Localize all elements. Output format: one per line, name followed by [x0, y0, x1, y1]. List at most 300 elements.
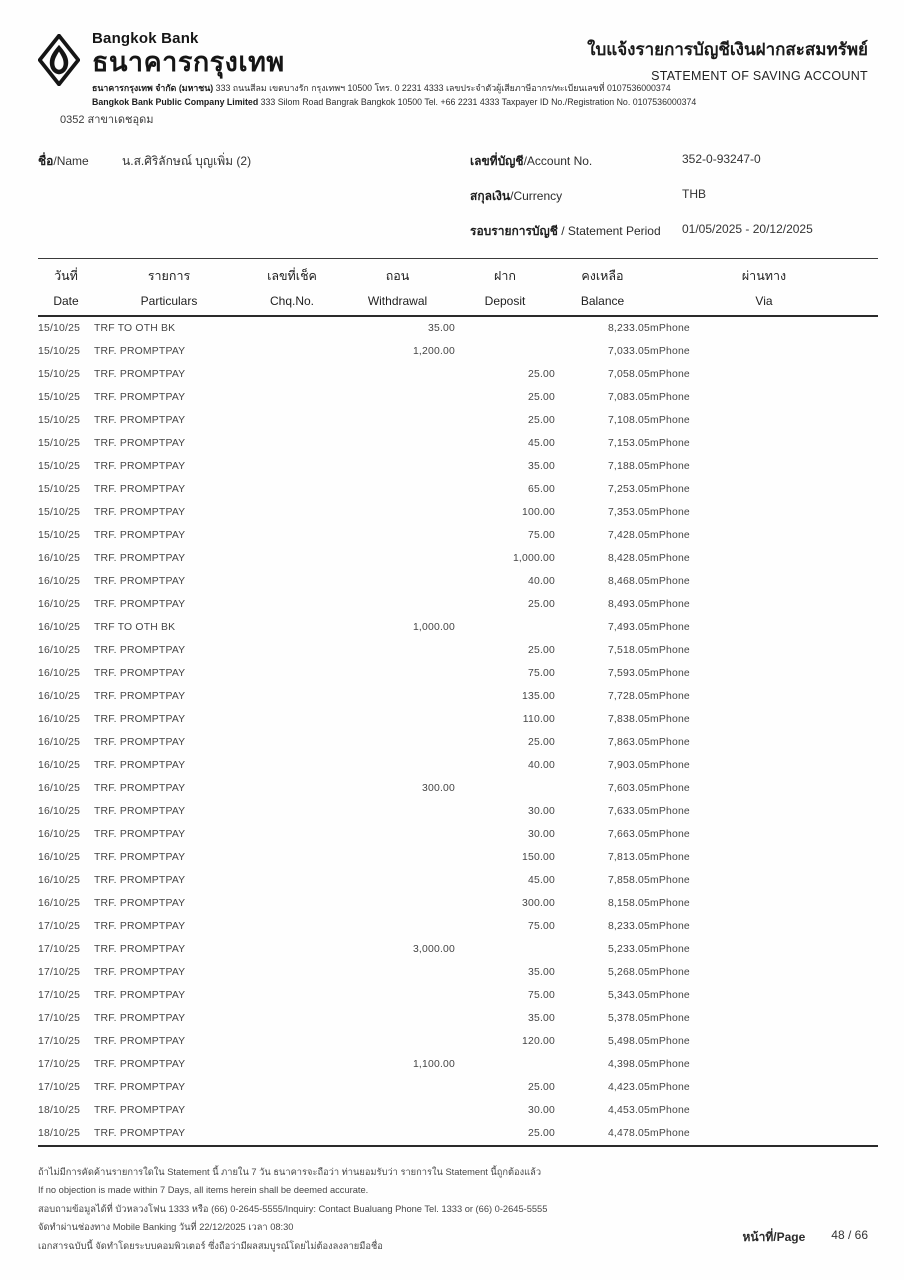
cell-deposit [455, 616, 555, 639]
cell-particulars: TRF. PROMPTPAY [94, 875, 186, 886]
column-header-particulars-th: รายการ [147, 269, 191, 283]
cell-particulars: TRF. PROMPTPAY [94, 530, 186, 541]
table-row [38, 547, 878, 570]
cell-withdrawal [340, 708, 455, 731]
cell-date: 17/10/25 [38, 1059, 81, 1070]
cell-balance: 5,498.05 [607, 1036, 650, 1047]
cell-chq-no [244, 846, 340, 869]
cell-withdrawal: 1,000.00 [412, 622, 455, 633]
cell-withdrawal [340, 685, 455, 708]
cell-withdrawal [340, 662, 455, 685]
bangkok-bank-lotus-logo-icon [38, 30, 82, 109]
cell-chq-no [244, 754, 340, 777]
cell-particulars: TRF. PROMPTPAY [94, 944, 186, 955]
cell-balance: 8,233.05 [607, 921, 650, 932]
cell-withdrawal [340, 1076, 455, 1099]
cell-particulars: TRF. PROMPTPAY [94, 484, 186, 495]
table-row [38, 938, 878, 961]
cell-particulars: TRF. PROMPTPAY [94, 415, 186, 426]
transactions-table [38, 258, 878, 1147]
cell-balance: 4,423.05 [607, 1082, 650, 1093]
column-header-via-th: ผ่านทาง [741, 269, 787, 283]
cell-date: 18/10/25 [38, 1128, 81, 1139]
cell-particulars: TRF. PROMPTPAY [94, 898, 186, 909]
cell-chq-no [244, 639, 340, 662]
cell-balance: 4,478.05 [607, 1128, 650, 1139]
name-label-en: /Name [53, 154, 89, 168]
cell-balance: 7,153.05 [607, 438, 650, 449]
cell-date: 15/10/25 [38, 346, 81, 357]
cell-balance: 7,863.05 [607, 737, 650, 748]
table-row [38, 432, 878, 455]
cell-balance: 5,343.05 [607, 990, 650, 1001]
cell-via: mPhone [650, 875, 690, 886]
cell-particulars: TRF. PROMPTPAY [94, 921, 186, 932]
account-number-value: 352-0-93247-0 [682, 152, 761, 166]
bank-name-en: Bangkok Bank [92, 30, 199, 47]
table-row [38, 1030, 878, 1053]
table-row [38, 616, 878, 639]
cell-via: mPhone [650, 1059, 690, 1070]
cell-chq-no [244, 432, 340, 455]
cell-chq-no [244, 524, 340, 547]
cell-via: mPhone [650, 1105, 690, 1116]
cell-via: mPhone [650, 990, 690, 1001]
cell-chq-no [244, 823, 340, 846]
cell-withdrawal: 300.00 [422, 783, 455, 794]
cell-date: 17/10/25 [38, 990, 81, 1001]
cell-deposit: 25.00 [527, 392, 555, 403]
column-header-date-en: Date [53, 294, 79, 308]
column-header-deposit-en: Deposit [484, 294, 526, 308]
cell-date: 15/10/25 [38, 530, 81, 541]
cell-via: mPhone [650, 369, 690, 380]
cell-chq-no [244, 662, 340, 685]
cell-via: mPhone [650, 944, 690, 955]
page-number [743, 1228, 868, 1247]
cell-via: mPhone [650, 760, 690, 771]
cell-deposit: 100.00 [522, 507, 555, 518]
cell-deposit: 35.00 [527, 461, 555, 472]
cell-via: mPhone [650, 461, 690, 472]
cell-chq-no [244, 915, 340, 938]
cell-date: 17/10/25 [38, 1082, 81, 1093]
cell-withdrawal [340, 547, 455, 570]
cell-chq-no [244, 1007, 340, 1030]
cell-date: 17/10/25 [38, 967, 81, 978]
bank-address-th [92, 82, 696, 95]
table-row [38, 800, 878, 823]
cell-balance: 8,493.05 [607, 599, 650, 610]
table-row [38, 1053, 878, 1076]
document-title-en: STATEMENT OF SAVING ACCOUNT [651, 69, 868, 83]
cell-date: 16/10/25 [38, 783, 81, 794]
cell-via: mPhone [650, 714, 690, 725]
cell-chq-no [244, 1122, 340, 1146]
cell-balance: 8,428.05 [607, 553, 650, 564]
cell-particulars: TRF. PROMPTPAY [94, 852, 186, 863]
cell-balance: 5,233.05 [607, 944, 650, 955]
statement-period-row [470, 222, 813, 241]
footer-notes [38, 1163, 547, 1255]
table-row [38, 708, 878, 731]
cell-particulars: TRF. PROMPTPAY [94, 1128, 186, 1139]
cell-balance: 4,453.05 [607, 1105, 650, 1116]
cell-via: mPhone [650, 783, 690, 794]
cell-particulars: TRF. PROMPTPAY [94, 1013, 186, 1024]
cell-balance: 7,838.05 [607, 714, 650, 725]
cell-particulars: TRF. PROMPTPAY [94, 806, 186, 817]
cell-via: mPhone [650, 392, 690, 403]
cell-deposit: 40.00 [527, 576, 555, 587]
cell-deposit: 135.00 [522, 691, 555, 702]
cell-via: mPhone [650, 622, 690, 633]
cell-chq-no [244, 409, 340, 432]
currency-label [470, 187, 682, 206]
cell-deposit: 30.00 [527, 829, 555, 840]
table-row [38, 570, 878, 593]
cell-date: 15/10/25 [38, 392, 81, 403]
table-row [38, 1076, 878, 1099]
cell-balance: 7,108.05 [607, 415, 650, 426]
cell-deposit: 150.00 [522, 852, 555, 863]
currency-label-en: /Currency [510, 189, 563, 203]
currency-value: THB [682, 187, 706, 201]
column-header-date [38, 259, 94, 317]
account-number-label [470, 152, 682, 171]
cell-particulars: TRF. PROMPTPAY [94, 714, 186, 725]
column-header-via [650, 259, 878, 317]
currency-label-th: สกุลเงิน [470, 189, 511, 203]
note-line: If no objection is made within 7 Days, all items herein shall be deemed accurate. [38, 1185, 369, 1196]
cell-date: 15/10/25 [38, 484, 81, 495]
cell-deposit: 75.00 [527, 990, 555, 1001]
cell-particulars: TRF. PROMPTPAY [94, 461, 186, 472]
cell-balance: 7,033.05 [607, 346, 650, 357]
bank-name-th: ธนาคารกรุงเทพ [92, 47, 285, 77]
cell-chq-no [244, 1053, 340, 1076]
cell-withdrawal [340, 731, 455, 754]
cell-via: mPhone [650, 415, 690, 426]
cell-particulars: TRF. PROMPTPAY [94, 829, 186, 840]
cell-via: mPhone [650, 1082, 690, 1093]
bank-address-th-bold: ธนาคารกรุงเทพ จำกัด (มหาชน) [92, 83, 214, 94]
table-row [38, 593, 878, 616]
column-header-withdrawal [340, 259, 455, 317]
cell-date: 16/10/25 [38, 875, 81, 886]
cell-chq-no [244, 1030, 340, 1053]
note-line: สอบถามข้อมูลได้ที่ บัวหลวงโฟน 1333 หรือ (66) 0-2645-5555/Inquiry: Contact Bualuang Phone Tel. 1333 or (66) 0-2645-5555 [38, 1203, 548, 1214]
cell-deposit: 25.00 [527, 369, 555, 380]
cell-deposit: 40.00 [527, 760, 555, 771]
cell-chq-no [244, 984, 340, 1007]
cell-chq-no [244, 685, 340, 708]
note-line: จัดทำผ่านช่องทาง Mobile Banking วันที่ 22/12/2025 เวลา 08:30 [38, 1222, 294, 1233]
cell-particulars: TRF. PROMPTPAY [94, 392, 186, 403]
cell-withdrawal [340, 639, 455, 662]
table-row [38, 754, 878, 777]
cell-deposit [455, 1053, 555, 1076]
cell-via: mPhone [650, 576, 690, 587]
table-row [38, 984, 878, 1007]
cell-date: 16/10/25 [38, 576, 81, 587]
cell-withdrawal: 1,100.00 [412, 1059, 455, 1070]
column-header-chqno [244, 259, 340, 317]
cell-via: mPhone [650, 737, 690, 748]
cell-balance: 5,378.05 [607, 1013, 650, 1024]
cell-particulars: TRF. PROMPTPAY [94, 369, 186, 380]
cell-date: 15/10/25 [38, 323, 81, 334]
cell-withdrawal [340, 455, 455, 478]
cell-chq-no [244, 777, 340, 800]
cell-withdrawal [340, 478, 455, 501]
table-row [38, 316, 878, 340]
account-number-row [470, 152, 813, 171]
table-row [38, 777, 878, 800]
cell-via: mPhone [650, 691, 690, 702]
cell-particulars: TRF. PROMPTPAY [94, 760, 186, 771]
cell-via: mPhone [650, 346, 690, 357]
table-row [38, 501, 878, 524]
cell-particulars: TRF. PROMPTPAY [94, 1082, 186, 1093]
cell-date: 17/10/25 [38, 921, 81, 932]
cell-balance: 5,268.05 [607, 967, 650, 978]
cell-withdrawal [340, 1099, 455, 1122]
statement-period-value: 01/05/2025 - 20/12/2025 [682, 222, 813, 236]
cell-deposit: 75.00 [527, 921, 555, 932]
cell-withdrawal [340, 432, 455, 455]
cell-date: 16/10/25 [38, 645, 81, 656]
cell-chq-no [244, 961, 340, 984]
cell-deposit [455, 340, 555, 363]
cell-via: mPhone [650, 852, 690, 863]
currency-row [470, 187, 813, 206]
cell-balance: 7,603.05 [607, 783, 650, 794]
cell-balance: 8,233.05 [607, 323, 650, 334]
cell-date: 16/10/25 [38, 829, 81, 840]
cell-date: 16/10/25 [38, 852, 81, 863]
cell-withdrawal: 3,000.00 [412, 944, 455, 955]
cell-date: 16/10/25 [38, 806, 81, 817]
table-row [38, 915, 878, 938]
cell-deposit [455, 938, 555, 961]
cell-balance: 8,158.05 [607, 898, 650, 909]
table-row [38, 846, 878, 869]
cell-particulars: TRF. PROMPTPAY [94, 783, 186, 794]
column-header-deposit-th: ฝาก [494, 269, 516, 283]
cell-chq-no [244, 708, 340, 731]
cell-date: 16/10/25 [38, 714, 81, 725]
cell-date: 16/10/25 [38, 553, 81, 564]
cell-date: 15/10/25 [38, 415, 81, 426]
cell-date: 17/10/25 [38, 1036, 81, 1047]
cell-balance: 7,728.05 [607, 691, 650, 702]
cell-chq-no [244, 938, 340, 961]
page-number-value: 48 / 66 [831, 1228, 868, 1242]
cell-balance: 7,858.05 [607, 875, 650, 886]
cell-via: mPhone [650, 921, 690, 932]
cell-withdrawal [340, 593, 455, 616]
column-header-withdrawal-th: ถอน [385, 269, 410, 283]
cell-via: mPhone [650, 1013, 690, 1024]
cell-chq-no [244, 316, 340, 340]
cell-withdrawal [340, 984, 455, 1007]
cell-particulars: TRF TO OTH BK [94, 622, 176, 633]
table-row [38, 1122, 878, 1146]
cell-particulars: TRF TO OTH BK [94, 323, 176, 334]
cell-date: 16/10/25 [38, 760, 81, 771]
table-row [38, 639, 878, 662]
column-header-particulars [94, 259, 244, 317]
bank-header [38, 30, 697, 109]
bank-address-en-bold: Bangkok Bank Public Company Limited [92, 96, 259, 107]
table-row [38, 892, 878, 915]
cell-balance: 7,083.05 [607, 392, 650, 403]
cell-chq-no [244, 593, 340, 616]
cell-deposit: 25.00 [527, 599, 555, 610]
cell-via: mPhone [650, 898, 690, 909]
cell-via: mPhone [650, 553, 690, 564]
cell-date: 16/10/25 [38, 737, 81, 748]
account-number-label-th: เลขที่บัญชี [470, 154, 524, 168]
cell-withdrawal [340, 754, 455, 777]
cell-withdrawal [340, 892, 455, 915]
branch-name: 0352 สาขาเดชอุดม [60, 114, 154, 126]
cell-chq-no [244, 731, 340, 754]
cell-chq-no [244, 501, 340, 524]
cell-particulars: TRF. PROMPTPAY [94, 553, 186, 564]
cell-date: 15/10/25 [38, 438, 81, 449]
cell-balance: 4,398.05 [607, 1059, 650, 1070]
cell-deposit: 45.00 [527, 438, 555, 449]
cell-withdrawal [340, 524, 455, 547]
cell-balance: 8,468.05 [607, 576, 650, 587]
cell-withdrawal [340, 409, 455, 432]
cell-withdrawal [340, 1007, 455, 1030]
cell-particulars: TRF. PROMPTPAY [94, 507, 186, 518]
cell-deposit: 25.00 [527, 415, 555, 426]
cell-date: 15/10/25 [38, 461, 81, 472]
document-title-th: ใบแจ้งรายการบัญชีเงินฝากสะสมทรัพย์ [587, 40, 868, 59]
cell-via: mPhone [650, 530, 690, 541]
cell-particulars: TRF. PROMPTPAY [94, 1059, 186, 1070]
cell-balance: 7,663.05 [607, 829, 650, 840]
cell-particulars: TRF. PROMPTPAY [94, 1036, 186, 1047]
table-row [38, 662, 878, 685]
cell-via: mPhone [650, 1036, 690, 1047]
cell-withdrawal [340, 915, 455, 938]
document-title-block [587, 36, 868, 83]
cell-via: mPhone [650, 599, 690, 610]
cell-chq-no [244, 363, 340, 386]
cell-via: mPhone [650, 645, 690, 656]
column-header-chqno-en: Chq.No. [269, 294, 315, 308]
cell-particulars: TRF. PROMPTPAY [94, 737, 186, 748]
cell-withdrawal [340, 386, 455, 409]
cell-balance: 7,428.05 [607, 530, 650, 541]
cell-date: 17/10/25 [38, 1013, 81, 1024]
statement-period-label [470, 222, 682, 241]
cell-via: mPhone [650, 829, 690, 840]
cell-particulars: TRF. PROMPTPAY [94, 346, 186, 357]
transactions-table-header [38, 259, 878, 317]
column-header-particulars-en: Particulars [140, 294, 198, 308]
account-name-row [38, 152, 251, 171]
name-label-th: ชื่อ [38, 154, 54, 168]
cell-balance: 7,633.05 [607, 806, 650, 817]
cell-particulars: TRF. PROMPTPAY [94, 668, 186, 679]
cell-deposit: 25.00 [527, 1082, 555, 1093]
cell-deposit: 75.00 [527, 668, 555, 679]
table-row [38, 386, 878, 409]
cell-chq-no [244, 869, 340, 892]
transactions-table-body [38, 316, 878, 1146]
page-number-label: หน้าที่/Page [742, 1230, 806, 1244]
cell-deposit: 110.00 [522, 714, 555, 725]
cell-deposit: 25.00 [527, 1128, 555, 1139]
table-row [38, 823, 878, 846]
cell-chq-no [244, 616, 340, 639]
account-number-label-en: /Account No. [523, 154, 593, 168]
cell-date: 17/10/25 [38, 944, 81, 955]
column-header-deposit [455, 259, 555, 317]
cell-balance: 7,493.05 [607, 622, 650, 633]
cell-deposit: 300.00 [522, 898, 555, 909]
cell-date: 15/10/25 [38, 507, 81, 518]
cell-chq-no [244, 547, 340, 570]
cell-chq-no [244, 1099, 340, 1122]
cell-chq-no [244, 478, 340, 501]
column-header-balance-en: Balance [580, 294, 625, 308]
cell-particulars: TRF. PROMPTPAY [94, 599, 186, 610]
table-row [38, 869, 878, 892]
cell-balance: 7,253.05 [607, 484, 650, 495]
cell-particulars: TRF. PROMPTPAY [94, 691, 186, 702]
cell-via: mPhone [650, 484, 690, 495]
table-row [38, 340, 878, 363]
cell-withdrawal [340, 800, 455, 823]
table-row [38, 961, 878, 984]
cell-via: mPhone [650, 668, 690, 679]
cell-balance: 7,188.05 [607, 461, 650, 472]
cell-date: 16/10/25 [38, 599, 81, 610]
bank-address-en [92, 96, 696, 109]
cell-via: mPhone [650, 323, 690, 334]
cell-via: mPhone [650, 1128, 690, 1139]
table-row [38, 478, 878, 501]
column-header-chqno-th: เลขที่เช็ค [267, 269, 317, 283]
cell-withdrawal [340, 1030, 455, 1053]
cell-via: mPhone [650, 967, 690, 978]
bank-address-en-rest: 333 Silom Road Bangrak Bangkok 10500 Tel. +66 2231 4333 Taxpayer ID No./Registration No. 0107536000374 [258, 96, 697, 107]
column-header-date-th: วันที่ [54, 269, 78, 283]
column-header-withdrawal-en: Withdrawal [367, 294, 428, 308]
cell-withdrawal [340, 501, 455, 524]
cell-balance: 7,353.05 [607, 507, 650, 518]
table-row [38, 685, 878, 708]
cell-withdrawal [340, 846, 455, 869]
cell-balance: 7,813.05 [607, 852, 650, 863]
cell-particulars: TRF. PROMPTPAY [94, 1105, 186, 1116]
cell-withdrawal [340, 869, 455, 892]
cell-withdrawal: 1,200.00 [412, 346, 455, 357]
cell-balance: 7,593.05 [607, 668, 650, 679]
cell-withdrawal [340, 961, 455, 984]
table-row [38, 524, 878, 547]
statement-period-label-th: รอบรายการบัญชี [470, 224, 558, 238]
table-row [38, 409, 878, 432]
cell-date: 16/10/25 [38, 622, 81, 633]
